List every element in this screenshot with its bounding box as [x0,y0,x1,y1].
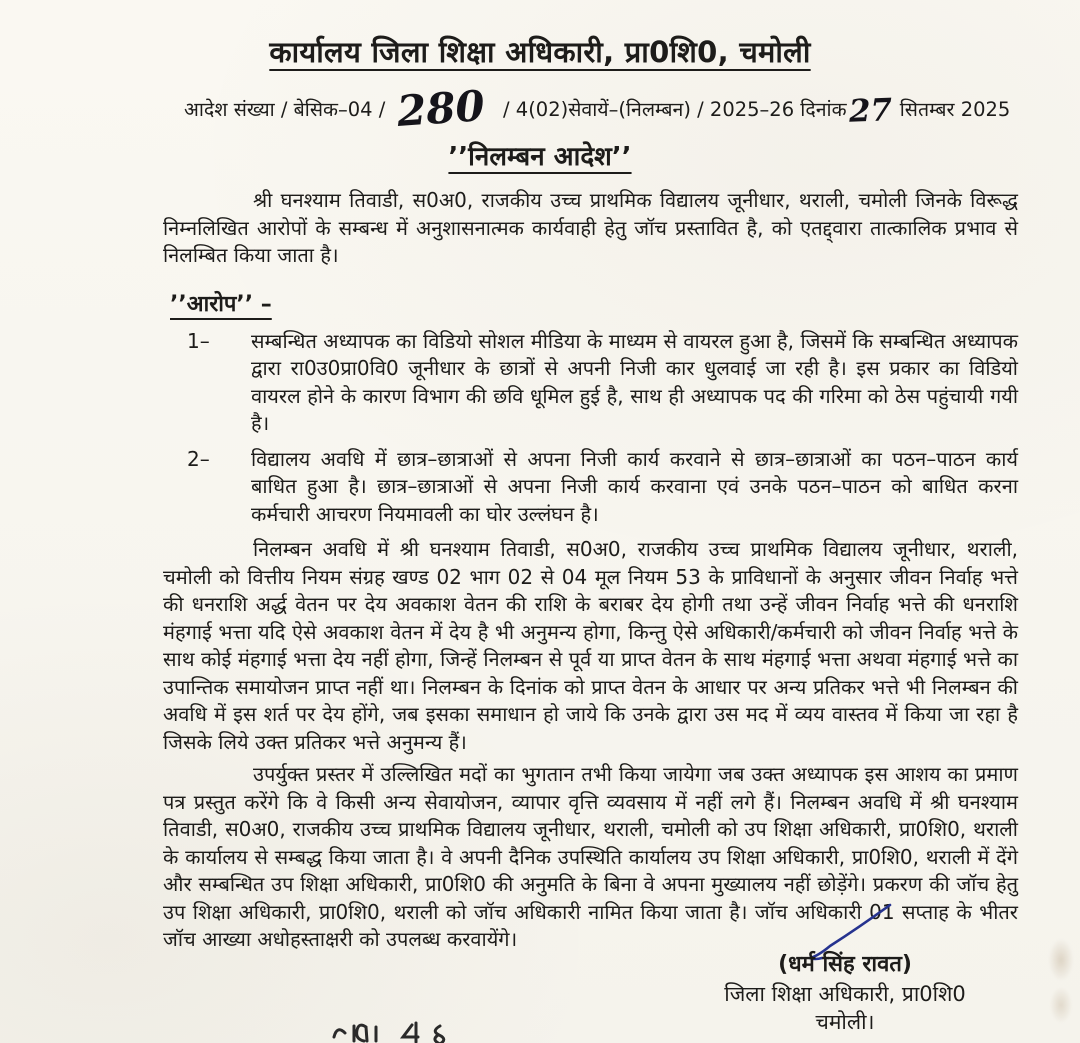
office-header-title [0,0,1080,71]
signature-block [700,951,990,1037]
suspension-order-heading [0,137,1080,173]
charges-heading [170,288,1018,318]
cutoff-handwriting-mark [328,1013,488,1043]
intro-paragraph: श्री घनश्याम तिवाडी, स0अ0, राजकीय उच्च प्राथमिक विद्यालय जूनीधार, थराली, चमोली जिनके विरूद्ध निम्नलिखित आरोपों के सम्बन्ध में अनुशासनात्मक कार्यवाही हेतु जॉच प्रस्तावित है, को एतद्द्वारा तात्कालिक प्रभाव से निलम्बित किया जाता है। [163,188,1018,267]
charges-heading-text: ’’आरोप’’ – [170,291,272,317]
signatory-name: (धर्म सिंह रावत) [778,952,912,977]
charge-text: विद्यालय अवधि में छात्र–छात्राओं से अपना निजी कार्य करवाने से छात्र–छात्राओं का पठन–पाठन कार्य बाधित हुआ है। छात्र–छात्राओं से अपना निजी कार्य करवाना एवं उनके पठन–पाठन को बाधित करना कर्मचारी आचरण नियमावली का घोर उल्लंघन है। [251,446,1018,526]
signatory-place: चमोली। [815,1010,875,1034]
charge-number: 1– [187,328,210,353]
charge-number: 2– [187,446,210,471]
document-body [163,187,1018,954]
charge-item-1 [163,328,1018,438]
charge-item-2 [163,446,1018,529]
order-line-middle: / 4(02)सेवायें–(निलम्बन) / 2025–26 दिनांक [503,98,847,121]
scan-bleed-artifact [1044,935,1078,1035]
charge-text: सम्बन्धित अध्यापक का विडियो सोशल मीडिया के माध्यम से वायरल हुआ है, जिसमें कि सम्बन्धित अध्यापक द्वारा रा0उ0प्रा0वि0 जूनीधार के छात्रों से अपनी निजी कार धुलवाई जा रही है। इस प्रकार का विडियो वायरल होने के कारण विभाग की छवि धूमिल हुई है, साथ ही अध्यापक पद की गरिमा को ठेस पहुंचायी गयी है। [251,328,1018,435]
handwritten-date-day: 27 [847,92,893,130]
order-line-prefix: आदेश संख्या / बेसिक–04 / [184,98,386,121]
signatory-designation: जिला शिक्षा अधिकारी, प्रा0शि0 [724,981,966,1006]
office-header-title-text: कार्यालय जिला शिक्षा अधिकारी, प्रा0शि0, चमोली [269,35,811,69]
order-number-line [184,81,1030,136]
suspension-order-heading-text: ’’निलम्बन आदेश’’ [448,142,632,172]
attachment-and-inquiry-paragraph: उपर्युक्त प्रस्तर में उल्लिखित मदों का भुगतान तभी किया जायेगा जब उक्त अध्यापक इस आशय का प्रमाण पत्र प्रस्तुत करेंगे कि वे किसी अन्य सेवायोजन, व्यापार वृत्ति व्यवसाय में नहीं लगे हैं। निलम्बन अवधि में श्री घनश्याम तिवाडी, स0अ0, राजकीय उच्च प्राथमिक विद्यालय जूनीधार, थराली, चमोली को उप शिक्षा अधिकारी, प्रा0शि0, थराली के कार्यालय से सम्बद्ध किया जाता है। वे अपनी दैनिक उपस्थिति कार्यालय उप शिक्षा अधिकारी, प्रा0शि0, थराली में देंगे और सम्बन्धित उप शिक्षा अधिकारी, प्रा0शि0 की अनुमति के बिना वे अपना मुख्यालय नहीं छोड़ेंगे। प्रकरण की जॉच हेतु उप शिक्षा अधिकारी, प्रा0शि0, थराली को जॉच अधिकारी नामित किया जाता है। जॉच अधिकारी 01 सप्ताह के भीतर जॉच आख्या अधोहस्ताक्षरी को उपलब्ध करवायेंगे। [163,762,1018,951]
handwritten-order-number: 280 [395,81,487,136]
subsistence-allowance-paragraph: निलम्बन अवधि में श्री घनश्याम तिवाडी, स0अ0, राजकीय उच्च प्राथमिक विद्यालय जूनीधार, थराली, चमोली को वित्तीय नियम संग्रह खण्ड 02 भाग 02 से 04 मूल नियम 53 के प्राविधानों के अनुसार जीवन निर्वाह भत्ते की धनराशि अर्द्ध वेतन पर देय अवकाश वेतन की राशि के बराबर देय होगी तथा उन्हें जीवन निर्वाह भत्ते की धनराशि मंहगाई भत्ता यदि ऐसे अवकाश वेतन में देय है भी अनुमन्य होगा, किन्तु ऐसे अधिकारी/कर्मचारी को जीवन निर्वाह भत्ते के साथ कोई मंहगाई भत्ता देय नहीं होगा, जिन्हें निलम्बन से पूर्व या प्राप्त वेतन के साथ मंहगाई भत्ता अथवा मंहगाई भत्ते का उपान्तिक समायोजन प्राप्त नहीं था। निलम्बन के दिनांक को प्राप्त वेतन के आधार पर अन्य प्रतिकर भत्ते भी निलम्बन की अवधि में इस शर्त पर देय होंगे, जब इसका समाधान हो जाये कि उनके द्वारा उस मद में व्यय वास्तव में किया जा रहा है जिसके लिये उक्त प्रतिकर भत्ते अनुमन्य हैं। [163,537,1018,754]
order-line-suffix: सितम्बर 2025 [899,98,1011,121]
